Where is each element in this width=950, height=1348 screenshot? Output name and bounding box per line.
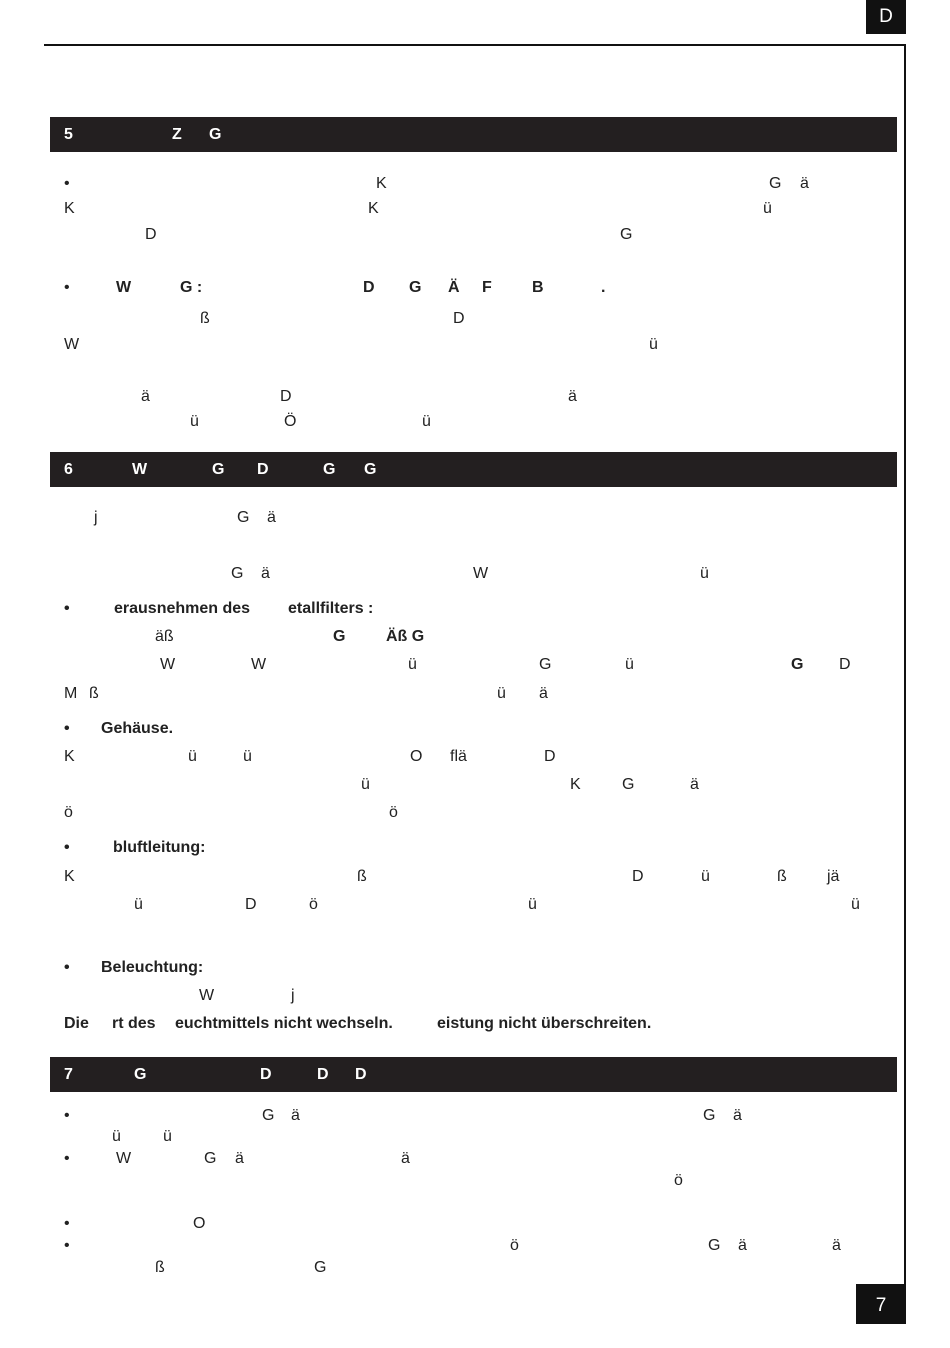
section-header-3 (50, 1057, 897, 1092)
text-fragment: D (245, 896, 257, 913)
text-fragment: ä (832, 1237, 841, 1254)
text-fragment: G (620, 226, 633, 243)
text-fragment: K (570, 776, 581, 793)
text-fragment: ü (361, 776, 370, 793)
text-fragment: Beleuchtung: (101, 959, 204, 976)
text-fragment: ß (155, 1259, 165, 1276)
text-fragment: j (94, 509, 98, 526)
text-fragment: ü (422, 413, 431, 430)
text-fragment: G (708, 1237, 721, 1254)
bullet: • (64, 1237, 70, 1254)
text-fragment: ä (690, 776, 699, 793)
text-fragment: K (376, 175, 387, 192)
text-fragment: ü (700, 565, 709, 582)
text-fragment: G (539, 656, 552, 673)
text-fragment: j (291, 987, 295, 1004)
text-fragment: ö (389, 804, 398, 821)
text-fragment: D (363, 279, 375, 296)
section-header-text: 6 (64, 461, 73, 478)
bullet: • (64, 1215, 70, 1232)
text-fragment: K (64, 748, 75, 765)
text-fragment: ö (510, 1237, 519, 1254)
text-fragment: W (251, 656, 267, 673)
text-fragment: W (64, 336, 80, 353)
bullet: • (64, 1150, 70, 1167)
section-header-1 (50, 117, 897, 152)
text-fragment: G (262, 1107, 275, 1124)
text-fragment: ö (64, 804, 73, 821)
text-fragment: ä (539, 685, 548, 702)
bullet: • (64, 1107, 70, 1124)
section-header-text: D (355, 1066, 367, 1083)
text-fragment: ä (568, 388, 577, 405)
text-fragment: ü (190, 413, 199, 430)
text-fragment: F (482, 279, 492, 296)
text-fragment: W (160, 656, 176, 673)
text-fragment: Gehäuse. (101, 720, 174, 737)
text-fragment: ü (851, 896, 860, 913)
text-fragment: ü (408, 656, 417, 673)
text-fragment: ü (188, 748, 197, 765)
text-fragment: D (145, 226, 157, 243)
text-fragment: erausnehmen des (114, 600, 251, 617)
text-fragment: D (453, 310, 465, 327)
text-fragment: K (64, 868, 75, 885)
text-fragment: G (409, 279, 422, 296)
bullet: • (64, 720, 70, 737)
text-fragment: G (622, 776, 635, 793)
text-fragment: ü (625, 656, 634, 673)
bullet: • (64, 175, 70, 192)
text-fragment: D (280, 388, 292, 405)
text-fragment: äß (155, 628, 174, 645)
text-fragment: etallfilters : (288, 600, 374, 617)
text-fragment: jä (827, 868, 840, 885)
section-header-text: 5 (64, 126, 73, 143)
section-header-text: 7 (64, 1066, 73, 1083)
text-fragment: ü (528, 896, 537, 913)
text-fragment: K (64, 200, 75, 217)
section-header-text: W (132, 461, 148, 478)
text-fragment: ß (89, 685, 99, 702)
text-fragment: G (769, 175, 782, 192)
text-fragment: ß (357, 868, 367, 885)
section-header-text: D (317, 1066, 329, 1083)
text-fragment: O (193, 1215, 206, 1232)
text-fragment: flä (450, 748, 467, 765)
text-fragment: ü (701, 868, 710, 885)
text-fragment: Ä (448, 279, 460, 296)
section-header-2 (50, 452, 897, 487)
section-header-text: G (212, 461, 225, 478)
text-fragment: ä (738, 1237, 747, 1254)
text-fragment: D (544, 748, 556, 765)
text-fragment: rt des (112, 1015, 156, 1032)
text-fragment: ä (261, 565, 270, 582)
text-fragment: ü (649, 336, 658, 353)
text-fragment: ü (763, 200, 772, 217)
text-fragment: ö (309, 896, 318, 913)
text-fragment: bluftleitung: (113, 839, 206, 856)
text-fragment: ä (267, 509, 276, 526)
text-fragment: ü (497, 685, 506, 702)
text-fragment: eistung nicht überschreiten. (437, 1015, 652, 1032)
text-fragment: W (116, 279, 132, 296)
right-rule (904, 44, 906, 1324)
text-fragment: W (199, 987, 215, 1004)
text-fragment: ß (777, 868, 787, 885)
bullet: • (64, 839, 70, 856)
bullet: • (64, 959, 70, 976)
text-fragment: ä (733, 1107, 742, 1124)
section-header-text: G (323, 461, 336, 478)
text-fragment: G (314, 1259, 327, 1276)
text-fragment: O (410, 748, 423, 765)
text-fragment: G (333, 628, 346, 645)
text-fragment: G (231, 565, 244, 582)
text-fragment: ü (112, 1128, 121, 1145)
text-fragment: W (473, 565, 489, 582)
section-header-text: G (134, 1066, 147, 1083)
section-header-text: D (257, 461, 269, 478)
text-fragment: ö (674, 1172, 683, 1189)
text-fragment: D (632, 868, 644, 885)
language-tab: D (866, 0, 906, 34)
text-fragment: ß (200, 310, 210, 327)
text-fragment: . (601, 279, 606, 296)
text-fragment: W (116, 1150, 132, 1167)
bullet: • (64, 600, 70, 617)
text-fragment: ä (291, 1107, 300, 1124)
text-fragment: ä (401, 1150, 410, 1167)
text-fragment: K (368, 200, 379, 217)
section-header-text: G (209, 126, 222, 143)
text-fragment: ä (141, 388, 150, 405)
text-fragment: G (791, 656, 804, 673)
text-fragment: G : (180, 279, 203, 296)
section-header-text: Z (172, 126, 182, 143)
section-header-text: D (260, 1066, 272, 1083)
section-header-text: G (364, 461, 377, 478)
text-fragment: G (204, 1150, 217, 1167)
text-fragment: ü (243, 748, 252, 765)
text-fragment: Äß G (386, 628, 425, 645)
text-fragment: ä (800, 175, 809, 192)
text-fragment: Die (64, 1015, 89, 1032)
text-fragment: M (64, 685, 78, 702)
text-fragment: ä (235, 1150, 244, 1167)
text-fragment: G (703, 1107, 716, 1124)
text-fragment: ü (134, 896, 143, 913)
page-number: 7 (856, 1284, 906, 1324)
text-fragment: ü (163, 1128, 172, 1145)
text-fragment: Ö (284, 413, 297, 430)
text-fragment: euchtmittels nicht wechseln. (175, 1015, 393, 1032)
bullet: • (64, 279, 70, 296)
text-fragment: D (839, 656, 851, 673)
top-rule (44, 44, 906, 46)
text-fragment: B (532, 279, 544, 296)
text-fragment: G (237, 509, 250, 526)
